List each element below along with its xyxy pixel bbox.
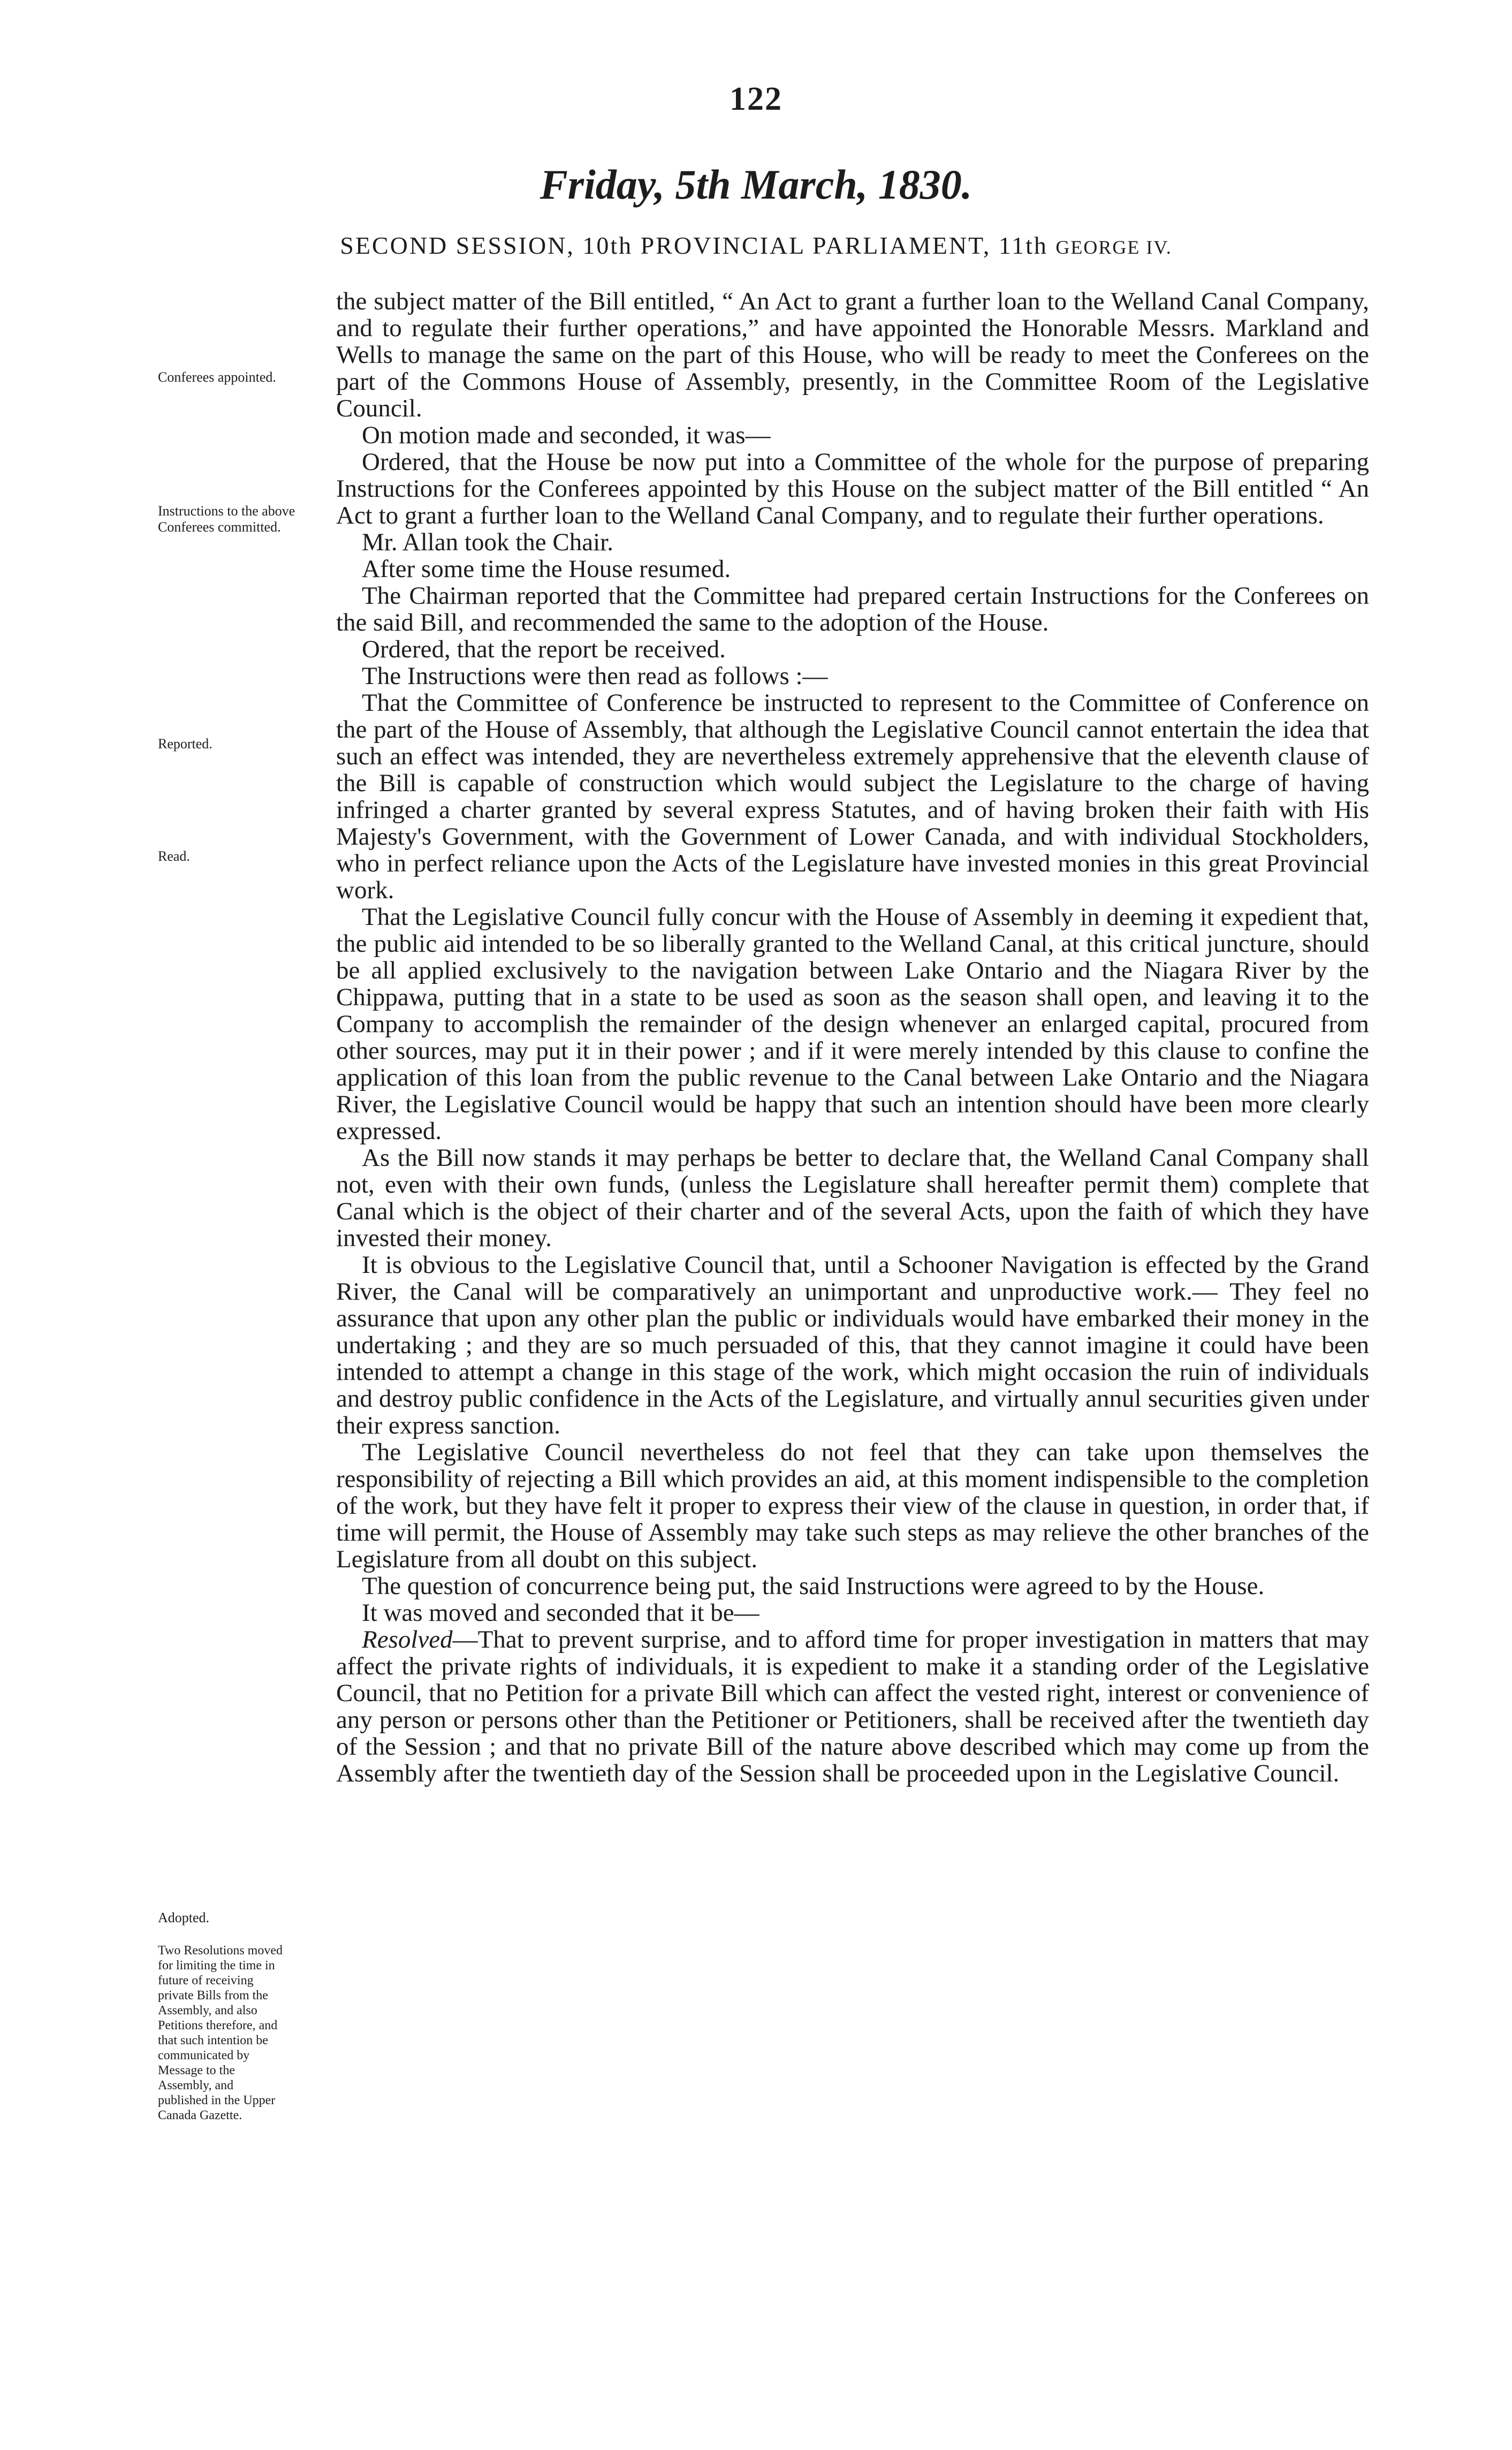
paragraph: The Instructions were then read as follows :— [362,662,828,690]
paragraph: Ordered, that the House be now put into a Committee of the whole for the purpose of preparing Instructions for the Conferees appointed by this House on the subject matter of the Bill entitled “ An Act to grant a further loan to the Welland Canal Company, and to regulate their further operations. [336,448,1369,529]
paragraph: That the Committee of Conference be instructed to represent to the Committee of Conference on the part of the House of Assembly, that although the Legislative Council cannot entertain the idea that such an effect was intended, they are nevertheless extremely apprehensive that the eleventh clause of the Bill is capable of construction which would subject the Legislature to the charge of having infringed a charter granted by several express Statutes, and of having broken their faith with His Majesty's Government, with the Government of Lower Canada, and with individual Stockholders, who in perfect reliance upon the Acts of the Legislature have invested monies in this great Provincial work. [336,689,1369,904]
paragraph: It was moved and seconded that it be— [362,1599,759,1627]
paragraph: It is obvious to the Legislative Council that, until a Schooner Navigation is effected by the Grand River, the Canal will be comparatively an unimportant and unproductive work.— They feel no assurance that upon any other plan the public or individuals would have embarked their money in the undertaking ; and they are so much persuaded of this, that they cannot imagine it could have been intended to attempt a change in this stage of the work, which might occasion the ruin of individuals and destroy public confidence in the Acts of the Legislature, and virtually annul securities given under their express sanction. [336,1251,1369,1439]
margin-note-adopted: Adopted. [158,1910,210,1925]
resolved-lead: Resolved [362,1626,453,1653]
session-heading-main: SECOND SESSION, 10th PROVINCIAL PARLIAMENT, 11th [340,232,1056,259]
document-body [336,288,1369,1787]
session-heading-king: GEORGE IV. [1055,237,1172,258]
session-heading [0,231,1512,260]
paragraph: On motion made and seconded, it was— [362,421,771,449]
margin-note-instructions: Instructions to the above Conferees committed. [158,503,295,535]
margin-note-read: Read. [158,848,190,864]
paragraph: After some time the House resumed. [362,555,731,583]
paragraph: Mr. Allan took the Chair. [362,528,613,556]
paragraph: That the Legislative Council fully concur with the House of Assembly in deeming it expedient that, the public aid intended to be so liberally granted to the Welland Canal, at this critical juncture, should be all applied exclusively to the navigation between Lake Ontario and the Niagara River by the Chippawa, putting that in a state to be used as soon as the season shall open, and leaving it to the Company to accomplish the remainder of the design whenever an enlarged capital, procured from other sources, may put it in their power ; and if it were merely intended by this clause to confine the application of this loan from the public revenue to the Canal between Lake Ontario and the Niagara River, the Legislative Council would be happy that such an intention should have been more clearly expressed. [336,903,1369,1145]
resolution-paragraph [336,1626,1369,1787]
paragraph: Ordered, that the report be received. [362,635,726,663]
paragraph: The question of concurrence being put, the said Instructions were agreed to by the House. [362,1572,1265,1600]
paragraph: The Chairman reported that the Committee had prepared certain Instructions for the Conferees on the said Bill, and recommended the same to the adoption of the House. [336,582,1369,636]
date-heading: Friday, 5th March, 1830. [540,161,972,208]
paragraph: the subject matter of the Bill entitled, “ An Act to grant a further loan to the Welland Canal Company, and to regulate their further operations,” and have appointed the Honorable Messrs. Markland and Wells to manage the same on the part of this House, who will be ready to meet the Conferees on the part of the Commons House of Assembly, presently, in the Committee Room of the Legislative Council. [336,287,1369,422]
margin-note-resolutions: Two Resolutions moved for limiting the time in future of receiving private Bills from the Assembly, and also Petitions therefore, and that such intention be communicated by Message to the Assembly, and published in the Upper Canada Gazette. [158,1944,283,2122]
page-number: 122 [730,81,782,117]
resolution-text: —That to prevent surprise, and to afford time for proper investigation in matters that may affect the private rights of individuals, it is expedient to make it a standing order of the Legislative Council, that no Petition for a private Bill which can affect the vested right, interest or convenience of any person or persons other than the Petitioner or Petitioners, shall be received after the twentieth day of the Session ; and that no private Bill of the nature above described which may come up from the Assembly after the twentieth day of the Session shall be proceeded upon in the Legislative Council. [336,1626,1369,1787]
margin-note-conferees: Conferees appointed. [158,369,276,385]
margin-note-reported: Reported. [158,736,212,752]
paragraph: The Legislative Council nevertheless do not feel that they can take upon themselves the responsibility of rejecting a Bill which provides an aid, at this moment indispensible to the completion of the work, but they have felt it proper to express their view of the clause in question, in order that, if time will permit, the House of Assembly may take such steps as may relieve the other branches of the Legislature from all doubt on this subject. [336,1438,1369,1573]
paragraph: As the Bill now stands it may perhaps be better to declare that, the Welland Canal Company shall not, even with their own funds, (unless the Legislature shall hereafter permit them) complete that Canal which is the object of their charter and of the several Acts, upon the faith of which they have invested their money. [336,1144,1369,1252]
